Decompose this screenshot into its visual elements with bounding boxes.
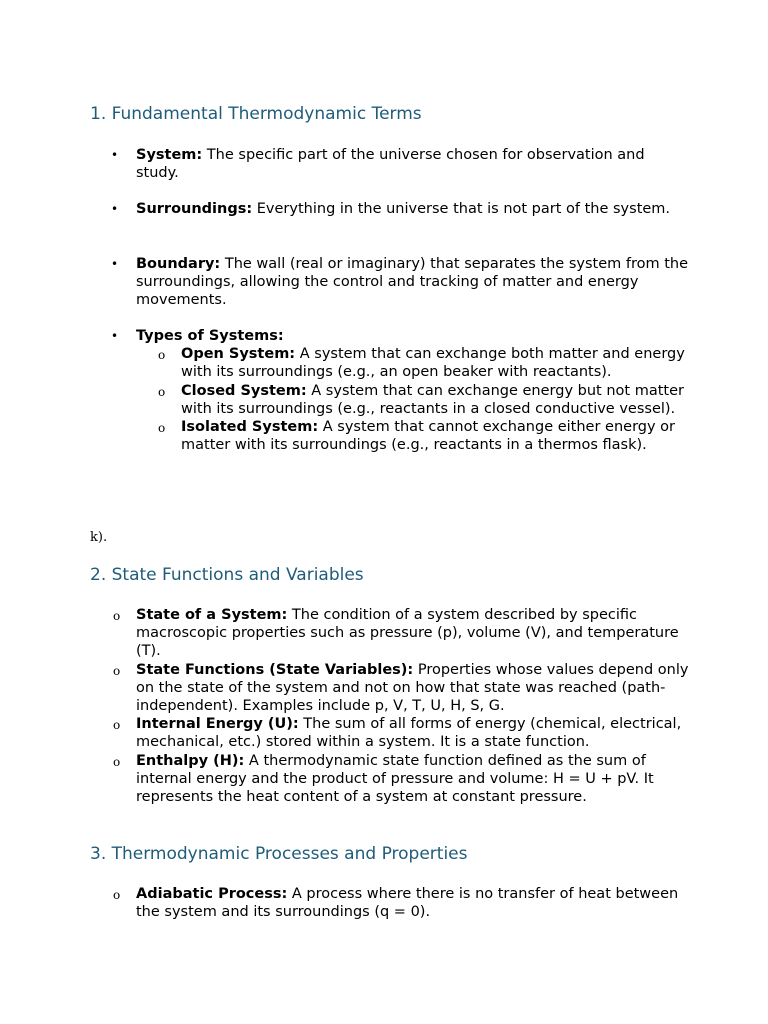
section-1-list [90,146,690,182]
definition: A system that cannot exchange either energy or matter with its surroundings (e.g., reactants in a thermos flask). [181,419,676,454]
term: Adiabatic Process: [136,886,288,902]
term: Enthalpy (H): [136,752,245,769]
definition: A system that can exchange both matter and energy with its surroundings (e.g., an open beaker with reactants). [181,346,685,381]
sub-item-closed-system [90,382,690,418]
list-item-state-functions [90,661,690,716]
section-3-title: 3. Thermodynamic Processes and Properties [90,844,468,864]
circle-bullet-icon: o [113,888,121,902]
list-item-enthalpy [90,752,690,807]
section-1-title: 1. Fundamental Thermodynamic Terms [90,104,422,124]
section-1-list-2 [90,200,690,218]
term: Isolated System: [181,419,319,436]
list-item-boundary [90,255,690,310]
section-2-title: 2. State Functions and Variables [90,565,364,585]
circle-bullet-icon: o [158,348,166,363]
definition: Everything in the universe that is not part of the system. [252,201,671,217]
definition: A system that can exchange energy but not matter with its surroundings (e.g., reactants in a closed conductive vessel). [181,382,684,417]
list-item-types-of-systems [90,327,690,345]
circle-bullet-icon: o [158,384,166,399]
definition: Properties whose values depend only on the state of the system and not on how that state was reached (path-independent). Examples include p, V, T, U, H, S, G. [136,661,689,715]
bullet-icon: • [111,329,119,343]
term: System: [136,147,203,163]
sub-item-isolated-system [90,418,690,454]
list-item-system [90,146,690,182]
term: Closed System: [181,382,307,399]
section-1-list-3 [90,255,690,310]
bullet-icon: • [111,257,119,271]
definition: The condition of a system described by specific macroscopic properties such as pressure (p), volume (V), and temperature (T). [136,607,679,660]
list-item-state-of-system [90,606,690,661]
circle-bullet-icon: o [113,718,121,733]
term: State of a System: [136,607,288,623]
definition: A thermodynamic state function defined as the sum of internal energy and the product of pressure and volume: H = U + pV. It represents the heat content of a system at constant pressure. [136,752,654,806]
circle-bullet-icon: o [113,663,121,678]
term: Types of Systems: [136,328,284,344]
term: Internal Energy (U): [136,716,299,733]
section-1-list-4 [90,327,690,454]
circle-bullet-icon: o [158,421,166,436]
definition: A process where there is no transfer of heat between the system and its surroundings (q = 0). [136,886,679,921]
term: Surroundings: [136,201,253,217]
term: Boundary: [136,256,221,272]
section-3-list [90,885,690,921]
definition: The specific part of the universe chosen for observation and study. [136,147,645,182]
section-2-list [90,606,690,806]
list-item-adiabatic-process [90,885,690,921]
list-item-surroundings [90,200,690,218]
circle-bullet-icon: o [113,754,121,769]
bullet-icon: • [111,148,119,162]
list-item-internal-energy [90,715,690,751]
definition: The sum of all forms of energy (chemical, electrical, mechanical, etc.) stored within a system. It is a state function. [136,716,682,751]
stray-text: k). [90,530,108,545]
term: State Functions (State Variables): [136,661,414,678]
circle-bullet-icon: o [113,609,121,623]
definition: The wall (real or imaginary) that separates the system from the surroundings, allowing the control and tracking of matter and energy movements. [136,256,688,309]
sub-item-open-system [90,345,690,381]
term: Open System: [181,346,296,363]
bullet-icon: • [111,202,119,216]
